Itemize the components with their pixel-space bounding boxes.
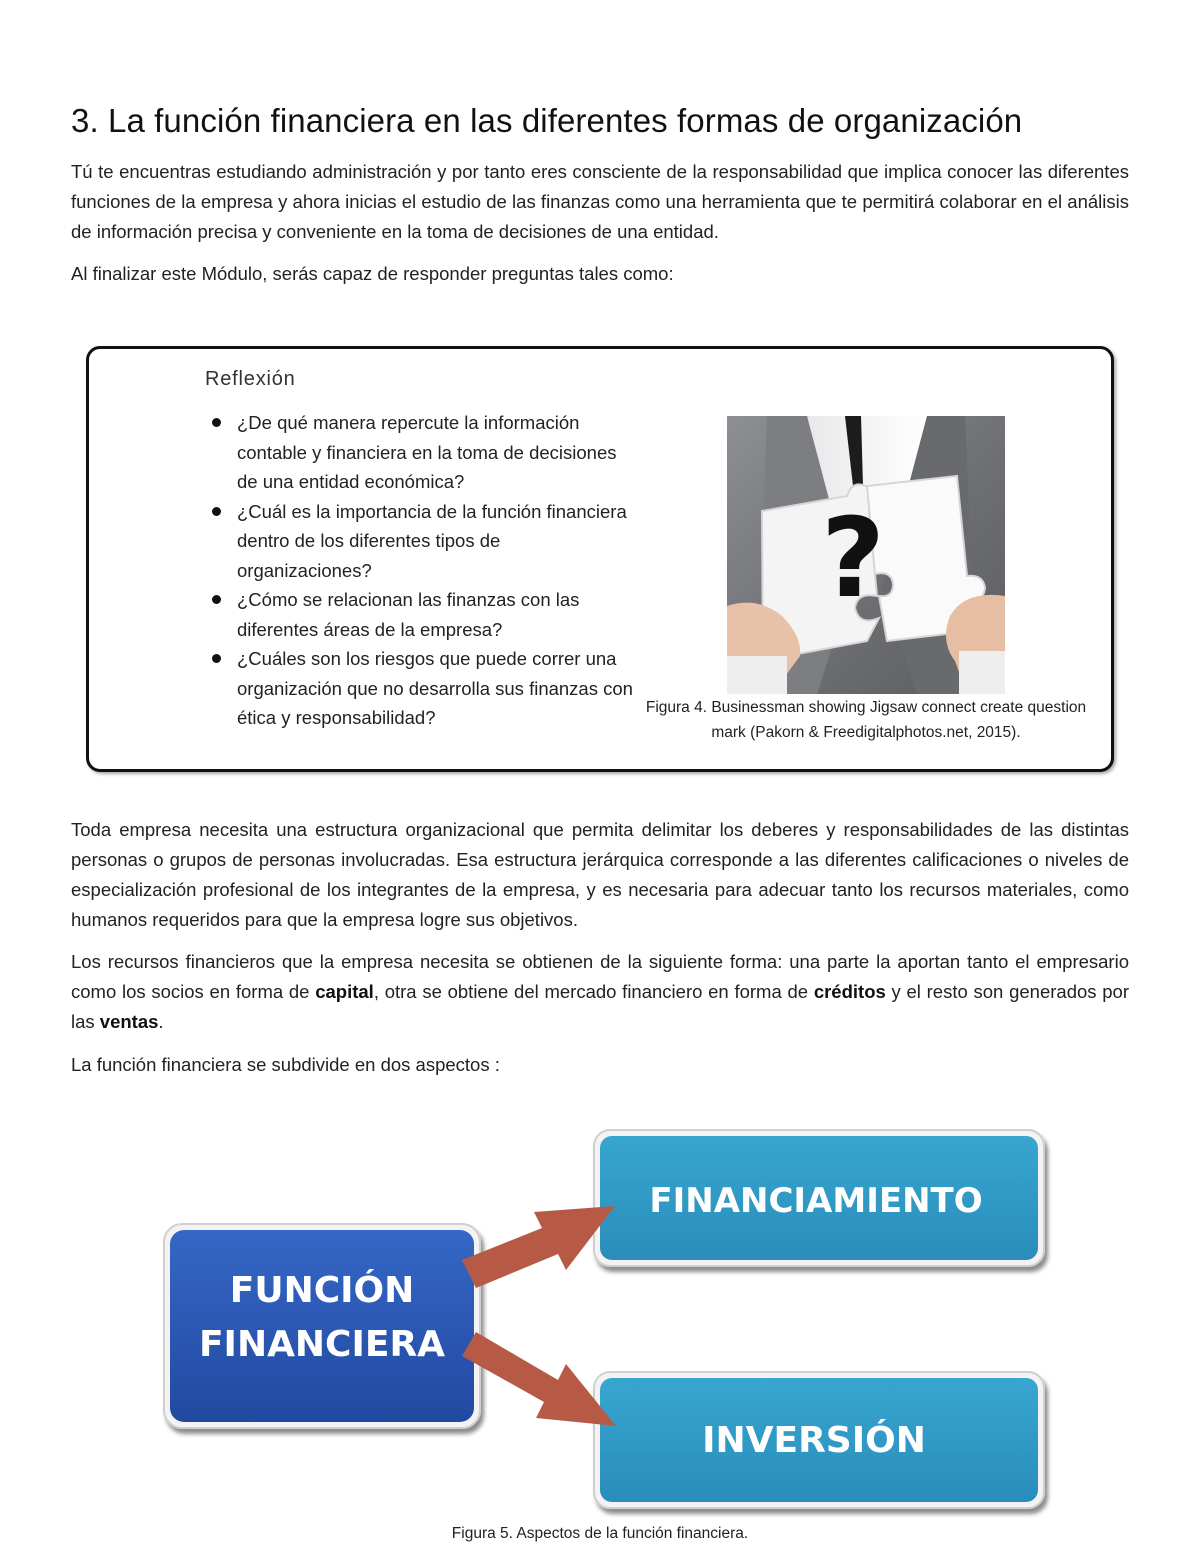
body-paragraph-lead: La función financiera se subdivide en dos aspectos : [71,1054,500,1075]
arrow-to-financiamiento [462,1206,615,1288]
aspect-bottom-label: INVERSIÓN [702,1420,926,1461]
bullet-icon [212,654,221,663]
list-item: ¿Cuál es la importancia de la función financiera dentro de los diferentes tipos de organizaciones? [210,497,640,586]
figure-4-caption: Figura 4. Businessman showing Jigsaw connect create question mark (Pakorn & Freedigitalphotos.net, 2015). [645,699,1087,741]
list-item: ¿Cuáles son los riesgos que puede correr una organización que no desarrolla sus finanzas con ética y responsabilidad? [210,644,640,733]
bullet-icon [212,418,221,427]
main-box-line1: FUNCIÓN [229,1270,415,1311]
list-item: ¿Cómo se relacionan las finanzas con las diferentes áreas de la empresa? [210,585,640,644]
intro-lead-paragraph: Al finalizar este Módulo, serás capaz de responder preguntas tales como: [71,263,674,284]
intro-paragraph: Tú te encuentras estudiando administración y por tanto eres consciente de la responsabilidad que implica conocer las diferentes funciones de la empresa y ahora inicias el estudio de las finanzas como una herramienta que te permitirá colaborar en el análisis de información precisa y conveniente en la toma de decisiones de una entidad. [71,161,1129,242]
term-capital: capital [315,981,374,1002]
list-item: ¿De qué manera repercute la información contable y financiera en la toma de decisiones de una entidad económica? [210,408,640,497]
reflection-question-list [210,408,640,733]
bullet-icon [212,507,221,516]
aspect-top-label: FINANCIAMIENTO [649,1181,983,1221]
businessman-puzzle-illustration [727,416,1005,694]
reflection-title: Reflexión [205,368,296,390]
businessman-puzzle-photo [727,416,1005,694]
financial-function-diagram [150,1120,1060,1520]
term-ventas: ventas [99,1011,159,1032]
figure-5-caption: Figura 5. Aspectos de la función financiera. [451,1525,749,1542]
body-paragraph: Toda empresa necesita una estructura organizacional que permita delimitar los deberes y responsabilidades de las distintas personas o grupos de personas involucradas. Esa estructura jerárquica corresponde a las diferentes calificaciones o niveles de especialización profesional de los integrantes de la empresa, y es necesaria para adecuar tanto los recursos materiales, como humanos requeridos para que la empresa logre sus objetivos. [71,819,1129,930]
main-box-line2: FINANCIERA [198,1324,446,1365]
resources-paragraph: Los recursos financieros que la empresa necesita se obtienen de la siguiente forma: una parte la aportan tanto el empresario como los socios en forma de capital, otra se obtiene del mercado financiero en forma de créditos y el resto son generados por las ventas. [71,951,1129,1032]
svg-text:?: ? [821,494,885,622]
arrow-to-inversion [462,1332,616,1426]
section-heading: 3. La función financiera en las diferentes formas de organización [71,102,1023,139]
term-creditos: créditos [813,981,886,1002]
bullet-icon [212,595,221,604]
